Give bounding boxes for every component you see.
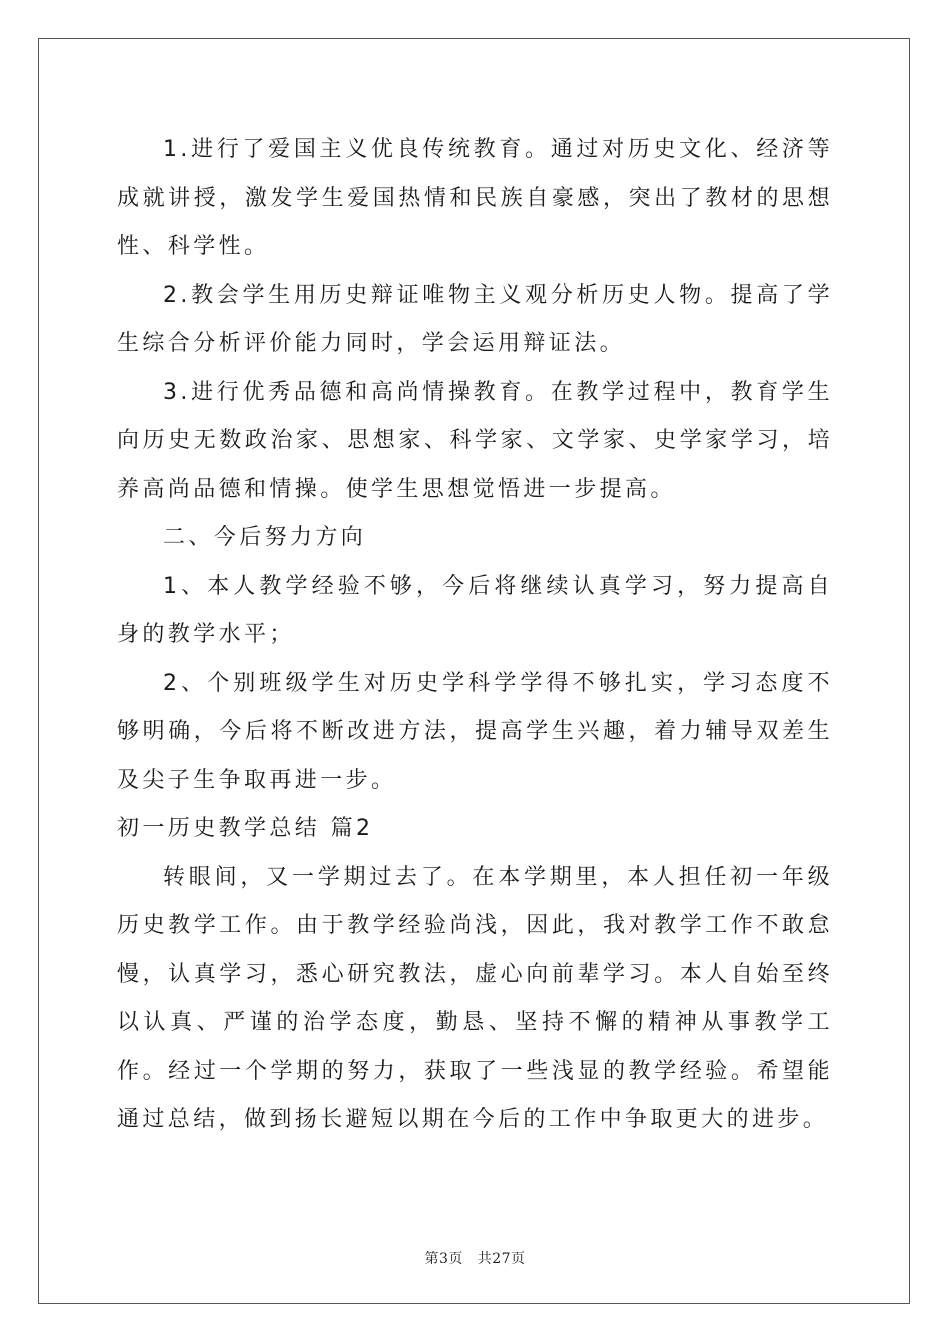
paragraph-6: 转眼间，又一学期过去了。在本学期里，本人担任初一年级历史教学工作。由于教学经验尚浅，因此，我对教学工作不敢怠慢，认真学习，悉心研究教法，虚心向前辈学习。本人自始至终以认真、严谨的治学态度，勤恳、坚持不懈的精神从事教学工作。经过一个学期的努力，获取了一些浅显的教学经验。希望能通过总结，做到扬长避短以期在今后的工作中争取更大的进步。 xyxy=(117,864,833,1132)
paragraph-2: 2.教会学生用历史辩证唯物主义观分析历史人物。提高了学生综合分析评价能力同时，学会运用辩证法。 xyxy=(117,282,833,356)
page-footer xyxy=(0,1248,950,1268)
page-number: 第3页 共27页 xyxy=(424,1251,526,1267)
paragraph-4: 1、本人教学经验不够，今后将继续认真学习，努力提高自身的教学水平； xyxy=(117,573,833,647)
paragraph-5: 2、个别班级学生对历史学科学学得不够扎实，学习态度不够明确，今后将不断改进方法，提高学生兴趣，着力辅导双差生及尖子生争取再进一步。 xyxy=(117,670,833,793)
paragraph-3: 3.进行优秀品德和高尚情操教育。在教学过程中，教育学生向历史无数政治家、思想家、科学家、文学家、史学家学习，培养高尚品德和情操。使学生思想觉悟进一步提高。 xyxy=(117,379,833,502)
paragraph-1: 1.进行了爱国主义优良传统教育。通过对历史文化、经济等成就讲授，激发学生爱国热情和民族自豪感，突出了教材的思想性、科学性。 xyxy=(117,137,833,259)
document-body xyxy=(117,126,833,1145)
section-heading: 二、今后努力方向 xyxy=(163,525,367,550)
article-title: 初一历史教学总结 篇2 xyxy=(117,816,374,841)
